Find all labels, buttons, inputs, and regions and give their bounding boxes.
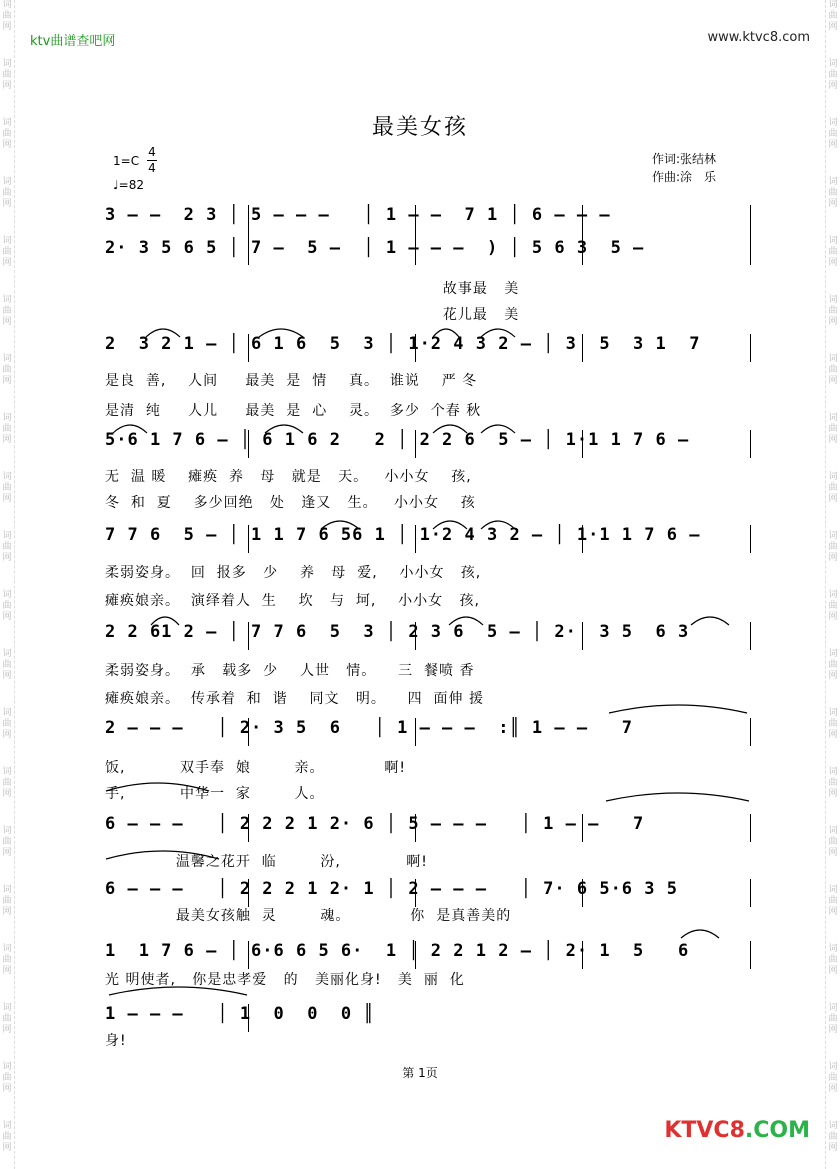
barline (415, 718, 416, 746)
barline (750, 814, 751, 842)
notation-row: 5·6 1 7 6 – │ 6 1 6 2 2 │ 2 2 6 5 – │ 1·1 1 7 6 – (105, 430, 690, 450)
barline (582, 879, 583, 907)
side-watermark-text: 词 曲 网 (828, 472, 838, 504)
side-watermark-text: 词 曲 网 (2, 472, 12, 504)
lyric-row: 是良 善, 人间 最美 是 情 真。 谁说 严 冬 (105, 373, 478, 389)
side-watermark-text: 词 曲 网 (828, 236, 838, 268)
side-watermark-text: 词 曲 网 (2, 708, 12, 740)
side-watermark-text: 词 曲 网 (828, 708, 838, 740)
side-watermark-text: 词 曲 网 (2, 767, 12, 799)
side-watermark-text: 词 曲 网 (828, 0, 838, 32)
slur-arc (150, 612, 180, 626)
barline (248, 879, 249, 907)
side-watermark-text: 词 曲 网 (2, 1003, 12, 1035)
time-bottom: 4 (148, 161, 156, 175)
barline (582, 430, 583, 458)
slur-arc (105, 846, 220, 860)
song-title: 最美女孩 (371, 115, 468, 140)
barline (415, 879, 416, 907)
barline (582, 814, 583, 842)
side-watermark-text: 词 曲 网 (2, 649, 12, 681)
time-signature (147, 146, 157, 175)
side-watermark-text: 词 曲 网 (2, 1121, 12, 1153)
lyric-row: 手, 中华一 家 人。 (105, 786, 325, 802)
notation-row: 2 2 61 2 – │ 7 7 6 5 3 │ 2 3 6 5 – │ 2· 3 5 6 3 (105, 622, 690, 642)
side-watermark-text: 词 曲 网 (2, 826, 12, 858)
notation-row: 6 – – – │ 2 2 2 1 2· 1 │ 2 – – – │ 7· 6 5·6 3 5 (105, 879, 678, 899)
lyric-row: 柔弱姿身。 回 报多 少 养 母 爱, 小小女 孩, (105, 565, 482, 581)
page-number: 第 1页 (402, 1066, 438, 1080)
barline (582, 622, 583, 650)
notation-row: 2 – – – │ 2· 3 5 6 │ 1 – – – :║ 1 – – 7 (105, 718, 634, 738)
side-watermark-text: 词 曲 网 (2, 295, 12, 327)
lyric-row: 温馨之花开 临 汾, 啊! (105, 854, 428, 870)
barline (415, 430, 416, 458)
slur-arc (608, 700, 748, 714)
left-margin-watermark (0, 0, 15, 1169)
slur-arc (432, 516, 468, 530)
side-watermark-text: 词 曲 网 (2, 177, 12, 209)
slur-arc (690, 612, 730, 626)
notation-row: 7 7 6 5 – │ 1 1 7 6 56 1 │ 1·2 4 3 2 – │ 1·1 1 7 6 – (105, 525, 701, 545)
lyric-row: 光 明使者, 你是忠孝爱 的 美丽化身! 美 丽 化 (105, 972, 465, 988)
side-watermark-text: 词 曲 网 (828, 59, 838, 91)
side-watermark-text: 词 曲 网 (828, 944, 838, 976)
lyric-row: 最美女孩触 灵 魂。 你 是真善美的 (105, 908, 512, 924)
slur-arc (432, 420, 468, 434)
slur-arc (480, 516, 516, 530)
barline (248, 334, 249, 362)
side-watermark-text: 词 曲 网 (828, 177, 838, 209)
side-watermark-text: 词 曲 网 (2, 118, 12, 150)
side-watermark-text: 词 曲 网 (2, 59, 12, 91)
slur-arc (605, 788, 750, 802)
side-watermark-text: 词 曲 网 (828, 118, 838, 150)
barline (750, 879, 751, 907)
lyric-row: 故事最 美 (105, 281, 520, 297)
lyric-row: 冬 和 夏 多少回绝 处 逢又 生。 小小女 孩 (105, 495, 476, 511)
lyric-row: 花儿最 美 (105, 307, 520, 323)
barline (582, 525, 583, 553)
side-watermark-text: 词 曲 网 (828, 649, 838, 681)
slur-arc (448, 612, 484, 626)
site-url-right: www.ktvc8.com (707, 30, 810, 45)
side-watermark-text: 词 曲 网 (2, 885, 12, 917)
barline (248, 525, 249, 553)
notation-row: 1 – – – │ 1 0 0 0 ║ (105, 1004, 375, 1024)
side-watermark-text: 词 曲 网 (2, 0, 12, 32)
side-watermark-text: 词 曲 网 (828, 413, 838, 445)
barline (750, 430, 751, 458)
side-watermark-text: 词 曲 网 (2, 590, 12, 622)
side-watermark-text: 词 曲 网 (828, 826, 838, 858)
brand-watermark (664, 1118, 810, 1143)
side-watermark-text: 词 曲 网 (2, 944, 12, 976)
barline (415, 525, 416, 553)
slur-arc (480, 324, 516, 338)
lyric-row: 瘫痪娘亲。 传承着 和 谐 同文 明。 四 面伸 援 (105, 691, 485, 707)
watermark-suffix: .COM (744, 1118, 810, 1143)
side-watermark-text: 词 曲 网 (828, 531, 838, 563)
side-watermark-text: 词 曲 网 (828, 354, 838, 386)
side-watermark-text: 词 曲 网 (828, 1003, 838, 1035)
lyric-row: 柔弱姿身。 承 载多 少 人世 情。 三 餐喷 香 (105, 663, 475, 679)
site-name-left: ktv曲谱查吧网 (30, 34, 116, 49)
side-watermark-text: 词 曲 网 (828, 1062, 838, 1094)
composer: 作曲:涂 乐 (652, 170, 717, 184)
slur-arc (432, 324, 460, 338)
lyricist: 作词:张结林 (652, 152, 717, 166)
quarter-note-icon: ♩ (113, 178, 119, 192)
barline (415, 814, 416, 842)
tempo-value: =82 (118, 178, 144, 192)
barline (750, 334, 751, 362)
barline (750, 941, 751, 969)
lyric-row: 身! (105, 1033, 127, 1049)
barline (750, 525, 751, 553)
notation-row: 1 1 7 6 – │ 6·6 6 5 6· 1 │ 2 2 1 2 – │ 2· 1 5 6 (105, 941, 690, 961)
tempo-marking (113, 178, 144, 192)
barline (248, 622, 249, 650)
notation-row: 2· 3 5 6 5 │ 7 – 5 – │ 1 – – – ) │ 5 6 3 5 – (105, 238, 645, 258)
side-watermark-text: 词 曲 网 (828, 295, 838, 327)
side-watermark-text: 词 曲 网 (828, 1121, 838, 1153)
barline (248, 430, 249, 458)
barline (582, 205, 583, 265)
barline (582, 334, 583, 362)
slur-arc (480, 420, 516, 434)
barline (248, 718, 249, 746)
side-watermark-text: 词 曲 网 (828, 885, 838, 917)
slur-arc (258, 324, 304, 338)
slur-arc (145, 324, 181, 338)
slur-arc (108, 982, 248, 996)
side-watermark-text: 词 曲 网 (2, 1062, 12, 1094)
barline (248, 205, 249, 265)
slur-arc (112, 420, 148, 434)
barline (248, 814, 249, 842)
barline (415, 622, 416, 650)
slur-arc (105, 778, 210, 792)
side-watermark-text: 词 曲 网 (828, 767, 838, 799)
watermark-main: KTVC8 (664, 1118, 745, 1143)
key-signature: 1=C (113, 154, 140, 168)
barline (415, 205, 416, 265)
side-watermark-text: 词 曲 网 (2, 531, 12, 563)
lyric-row: 瘫痪娘亲。 演绎着人 生 坎 与 坷, 小小女 孩, (105, 593, 480, 609)
right-margin-watermark (825, 0, 840, 1169)
lyric-row: 是清 纯 人儿 最美 是 心 灵。 多少 个春 秋 (105, 403, 482, 419)
slur-arc (680, 925, 720, 939)
barline (415, 941, 416, 969)
barline (750, 622, 751, 650)
barline (582, 941, 583, 969)
barline (248, 941, 249, 969)
notation-row: 3 – – 2 3 │ 5 – – – │ 1 – – 7 1 │ 6 – – – (105, 205, 611, 225)
side-watermark-text: 词 曲 网 (2, 413, 12, 445)
lyric-row: 饭, 双手奉 娘 亲。 啊! (105, 760, 407, 776)
side-watermark-text: 词 曲 网 (2, 236, 12, 268)
barline (248, 1004, 249, 1032)
credits (652, 150, 716, 186)
slur-arc (264, 420, 304, 434)
side-watermark-text: 词 曲 网 (2, 354, 12, 386)
barline (415, 334, 416, 362)
notation-row: 6 – – – │ 2 2 2 1 2· 6 │ 5 – – – │ 1 – – 7 (105, 814, 645, 834)
side-watermark-text: 词 曲 网 (828, 590, 838, 622)
slur-arc (320, 516, 360, 530)
barline (750, 718, 751, 746)
barline (750, 205, 751, 265)
lyric-row: 无 温 暖 瘫痪 养 母 就是 天。 小小女 孩, (105, 469, 472, 485)
time-top: 4 (148, 145, 156, 159)
notation-row: 2 3 2 1 – │ 6 1 6 5 3 │ 1·2 4 3 2 – │ 3 5 3 1 7 (105, 334, 701, 354)
